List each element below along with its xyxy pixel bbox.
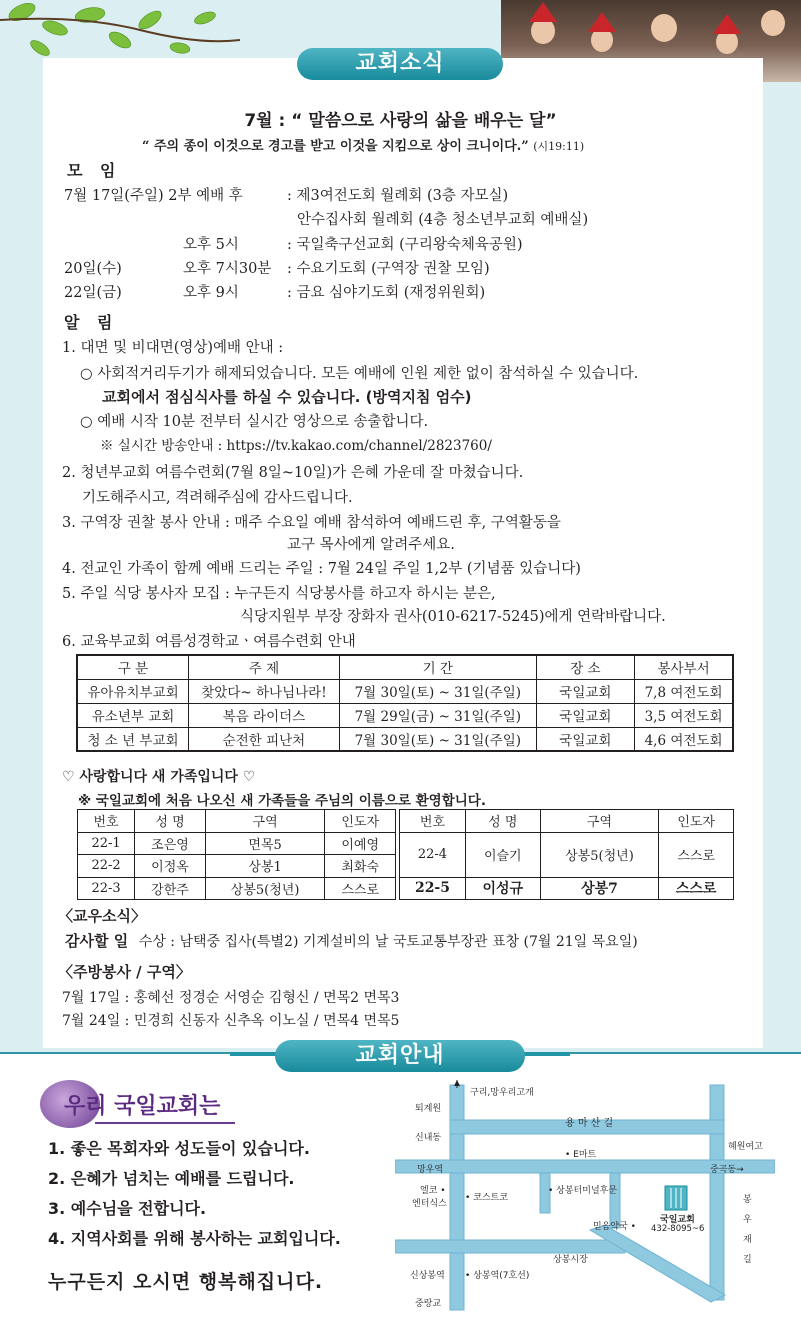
map-label-yongmasan: 용 마 산 길 <box>565 1118 614 1129</box>
notice-1d: ※ 실시간 방송안내 : https://tv.kakao.com/channel/2823760/ <box>100 438 492 454</box>
map-label-sinnae: 신내동 <box>415 1133 442 1143</box>
map-label-sangbong-terminal: • 상봉터미널후문 <box>548 1186 618 1196</box>
theme-verse-text: “ 주의 종이 이것으로 경고를 받고 이것을 지킴으로 상이 크니이다.” <box>142 139 529 154</box>
notice-2b: 기도해주시고, 격려해주심에 감사드립니다. <box>82 490 353 506</box>
table-cell: 22-5 <box>400 877 466 900</box>
map-label-toegyewon: 퇴계원 <box>415 1104 442 1114</box>
notice-1: 1. 대면 및 비대면(영상)예배 안내 : <box>62 340 284 356</box>
new-family-note: ※ 국일교회에 처음 나오신 새 가족들을 주님의 이름으로 환영합니다. <box>78 793 486 809</box>
map-label-sangbong7: • 상봉역(7호선) <box>465 1271 530 1281</box>
map-label-entec: 엔터식스 <box>412 1199 447 1209</box>
table-cell: 면목5 <box>205 832 325 855</box>
table-header: 성 명 <box>465 810 540 833</box>
table-cell: 4,6 여전도회 <box>635 727 733 751</box>
meeting-row <box>64 281 122 302</box>
new-family-table-left <box>77 809 396 900</box>
map-label-mideum: 믿음약국 • <box>593 1222 636 1232</box>
kitchen-title: 〈주방봉사 / 구역〉 <box>58 963 191 981</box>
map-label-jungnang: 중랑교 <box>415 1299 442 1309</box>
notice-1c: ○ 예배 시작 10분 전부터 실시간 영상으로 송출합니다. <box>80 414 429 430</box>
table-row <box>78 877 396 900</box>
notice-4: 4. 전교인 가족이 함께 예배 드리는 주일 : 7월 24일 주일 1,2부 (기념품 있습니다) <box>62 561 581 577</box>
table-cell: 국일교회 <box>536 679 634 703</box>
map-label-emart: • E마트 <box>565 1150 597 1160</box>
table-cell: 7월 29일(금) ~ 31일(주일) <box>339 703 536 727</box>
table-cell: 7월 30일(토) ~ 31일(주일) <box>339 727 536 751</box>
guide-item: 3. 예수님을 전합니다. <box>48 1199 207 1218</box>
table-cell: 22-4 <box>400 832 466 877</box>
new-family-table-right <box>399 809 734 900</box>
table-cell: 청 소 년 부교회 <box>77 727 189 751</box>
meeting-row <box>183 281 239 302</box>
notices-title: 알 림 <box>64 313 119 332</box>
meeting-desc: : 국일축구선교회 (구리왕숙체육공원) <box>287 237 523 253</box>
guide-item: 4. 지역사회를 위해 봉사하는 교회입니다. <box>48 1229 341 1248</box>
divider <box>95 1122 235 1124</box>
kitchen-row: 7월 24일 : 민경희 신동자 신추옥 이노실 / 면목4 면목5 <box>62 1013 400 1029</box>
table-cell: 상봉5(청년) <box>540 832 659 877</box>
meeting-desc: 안수집사회 월례회 (4층 청소년부교회 예배실) <box>297 212 589 228</box>
table-cell: 이예영 <box>325 832 396 855</box>
table-cell: 이슬기 <box>465 832 540 877</box>
new-family-title: ♡ 사랑합니다 새 가족입니다 ♡ <box>62 769 256 785</box>
notice-5b: 식당지원부 부장 장화자 권사(010-6217-5245)에게 연락바랍니다. <box>240 609 666 625</box>
member-news-row <box>65 930 638 951</box>
notice-5a: 5. 주일 식당 봉사자 모집 : 누구든지 식당봉사를 하고자 하시는 분은, <box>62 586 496 602</box>
table-cell: 스스로 <box>659 877 734 900</box>
meeting-day: 20일(수) <box>64 261 122 277</box>
table-cell: 22-3 <box>78 877 135 900</box>
table-header: 구역 <box>540 810 659 833</box>
notice-3b: 교구 목사에게 알려주세요. <box>287 537 455 553</box>
table-row <box>78 832 396 855</box>
table-cell: 강한주 <box>135 877 206 900</box>
page-title: 교회소식 <box>297 48 503 80</box>
table-header: 장 소 <box>536 655 634 679</box>
table-header: 구 분 <box>77 655 189 679</box>
table-cell: 22-1 <box>78 832 135 855</box>
table-header: 봉사부서 <box>635 655 733 679</box>
meeting-row <box>64 184 243 205</box>
guide-closing: 누구든지 오시면 행복해집니다. <box>48 1271 324 1293</box>
table-cell: 이정옥 <box>135 855 206 878</box>
kitchen-row: 7월 17일 : 홍혜선 정경순 서영순 김형신 / 면목2 면목3 <box>62 990 400 1006</box>
meeting-row <box>183 233 239 254</box>
meeting-desc: : 수요기도회 (구역장 권찰 모임) <box>287 261 490 277</box>
table-cell: 상봉5(청년) <box>205 877 325 900</box>
table-cell: 유아유치부교회 <box>77 679 189 703</box>
meeting-row <box>183 257 271 278</box>
map-label-junggok: 중곡동→ <box>710 1165 744 1175</box>
table-row <box>77 703 733 727</box>
meeting-row <box>297 208 588 229</box>
table-header-row <box>77 655 733 679</box>
table-cell: 7월 30일(토) ~ 31일(주일) <box>339 679 536 703</box>
notice-3a: 3. 구역장 권찰 봉사 안내 : 매주 수요일 예배 참석하여 예배드린 후, 구역활동을 <box>62 515 561 531</box>
table-header: 성 명 <box>135 810 206 833</box>
table-row <box>400 832 734 877</box>
map-label-church: 국일교회 <box>660 1215 695 1225</box>
map-label-costco: • 코스트코 <box>465 1193 508 1203</box>
table-header: 번호 <box>78 810 135 833</box>
table-cell: 스스로 <box>659 832 734 877</box>
table-header: 인도자 <box>325 810 396 833</box>
map-label-elko: 엘코 • <box>420 1186 446 1196</box>
table-cell: 이성규 <box>465 877 540 900</box>
table-cell: 유소년부 교회 <box>77 703 189 727</box>
table-cell: 7,8 여전도회 <box>635 679 733 703</box>
table-header: 번호 <box>400 810 466 833</box>
meeting-time: 오후 9시 <box>183 285 239 301</box>
table-header: 인도자 <box>659 810 734 833</box>
meeting-time: 7월 17일(주일) 2부 예배 후 <box>64 188 243 204</box>
table-header: 기 간 <box>339 655 536 679</box>
table-cell: 찾았다~ 하나님나라! <box>189 679 340 703</box>
guide-title: 교회안내 <box>275 1040 525 1072</box>
map-label-market: 상봉시장 <box>553 1255 588 1265</box>
map-label-hyewon: 혜원여고 <box>728 1142 763 1152</box>
theme-verse-ref: (시19:11) <box>533 140 585 153</box>
table-header: 구역 <box>205 810 325 833</box>
member-news-title: 〈교우소식〉 <box>58 907 146 925</box>
meeting-row <box>64 257 122 278</box>
table-cell: 상봉1 <box>205 855 325 878</box>
table-cell: 국일교회 <box>536 703 634 727</box>
table-header-row <box>400 810 734 833</box>
table-row <box>78 855 396 878</box>
table-row <box>400 877 734 900</box>
table-cell: 국일교회 <box>536 727 634 751</box>
notice-1b: 교회에서 점심식사를 하실 수 있습니다. (방역지침 엄수) <box>102 388 472 406</box>
notice-6: 6. 교육부교회 여름성경학교ㆍ여름수련회 안내 <box>62 634 356 650</box>
meeting-time: 오후 7시30분 <box>183 261 272 277</box>
map-label-church-phone: 432-8095~6 <box>651 1224 705 1234</box>
meeting-desc: : 금요 심야기도회 (재정위원회) <box>287 285 486 301</box>
map-label-bongujae: 봉 우 재 길 <box>743 1195 752 1265</box>
map-label-guri: 구리,망우리고개 <box>470 1088 534 1098</box>
map-label-sinsang: 신상봉역 <box>410 1271 445 1281</box>
table-cell: 복음 라이더스 <box>189 703 340 727</box>
table-header: 주 제 <box>189 655 340 679</box>
guide-item: 2. 은혜가 넘치는 예배를 드립니다. <box>48 1169 295 1188</box>
guide-item: 1. 좋은 목회자와 성도들이 있습니다. <box>48 1139 310 1158</box>
table-row <box>77 727 733 751</box>
table-cell: 조은영 <box>135 832 206 855</box>
table-cell: 순전한 피난처 <box>189 727 340 751</box>
table-cell: 3,5 여전도회 <box>635 703 733 727</box>
meeting-row <box>287 233 523 254</box>
meeting-row <box>287 257 490 278</box>
meeting-day: 22일(금) <box>64 285 122 301</box>
meeting-row <box>287 184 508 205</box>
map-label-mangu: 망우역 <box>417 1165 444 1175</box>
meeting-row <box>287 281 485 302</box>
church-building-icon <box>665 1186 687 1210</box>
table-cell: 최화숙 <box>325 855 396 878</box>
meeting-desc: : 제3여전도회 월례회 (3층 자모실) <box>287 188 509 204</box>
table-row <box>77 679 733 703</box>
notice-2a: 2. 청년부교회 여름수련회(7월 8일~10일)가 은혜 가운데 잘 마쳤습니다. <box>62 465 524 481</box>
meetings-title: 모 임 <box>67 161 122 180</box>
member-news-text: 수상 : 남택중 집사(특별2) 기계설비의 날 국토교통부장관 표창 (7월 21일 목요일) <box>138 934 638 950</box>
table-cell: 상봉7 <box>540 877 659 900</box>
theme-heading: 7월 : “ 말씀으로 사랑의 삶을 배우는 달” <box>244 111 557 131</box>
table-header-row <box>78 810 396 833</box>
guide-subtitle: 우리 국일교회는 <box>64 1094 221 1119</box>
member-news-label: 감사할 일 <box>65 932 129 950</box>
program-table <box>76 654 734 752</box>
meeting-time: 오후 5시 <box>183 237 239 253</box>
table-cell: 22-2 <box>78 855 135 878</box>
table-cell: 스스로 <box>325 877 396 900</box>
theme-verse <box>142 135 584 154</box>
notice-1a: ○ 사회적거리두기가 해제되었습니다. 모든 예배에 인원 제한 없이 참석하실 수 있습니다. <box>80 366 639 382</box>
